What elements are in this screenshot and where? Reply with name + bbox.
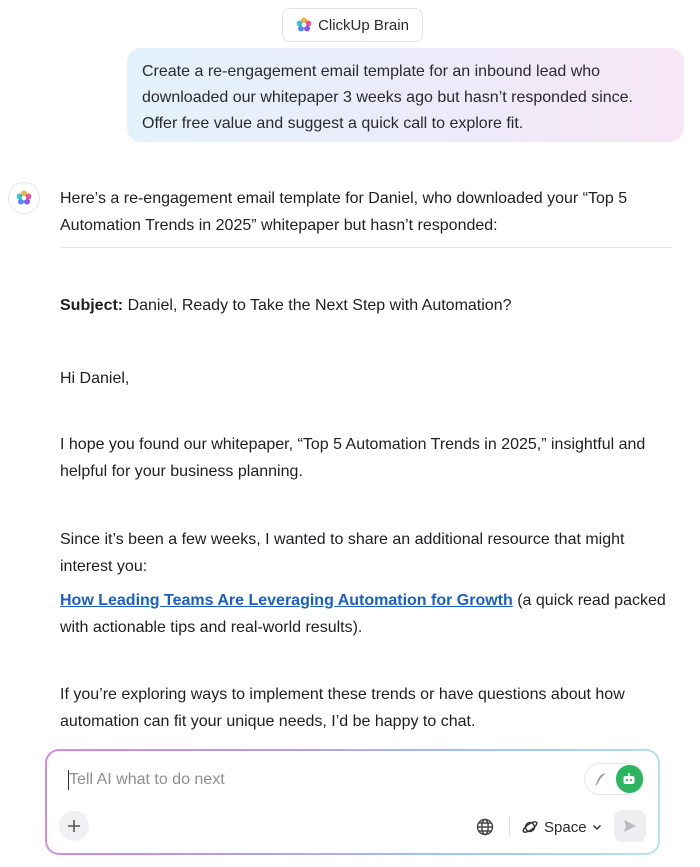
- response-intro: Here’s a re-engagement email template for Daniel, who downloaded your “Top 5 Automation Trends in 2025” whitepaper but hasn’t responded:: [60, 190, 628, 234]
- header-title: ClickUp Brain: [318, 16, 409, 34]
- user-message-text: Create a re-engagement email template for an inbound lead who downloaded our whitepaper 3 weeks ago but hasn’t responded since. Offer free value and suggest a quick call to explore fit.: [142, 63, 633, 132]
- subject-text: Daniel, Ready to Take the Next Step with Automation?: [123, 297, 512, 314]
- email-paragraph-3: If you’re exploring ways to implement these trends or have questions about how automation can fit your unique needs, I’d be happy to chat.: [60, 686, 625, 730]
- send-button[interactable]: [614, 810, 646, 842]
- clickup-brain-logo-icon: [16, 190, 32, 206]
- resource-link[interactable]: How Leading Teams Are Leveraging Automation for Growth: [60, 592, 513, 609]
- space-selector[interactable]: [521, 814, 602, 840]
- email-greeting: Hi Daniel,: [60, 370, 130, 387]
- quill-pen-icon[interactable]: [589, 767, 613, 791]
- composer: [45, 749, 660, 855]
- plus-icon[interactable]: [59, 811, 89, 841]
- chevron-down-icon: [592, 822, 602, 832]
- composer-tools: [584, 763, 644, 795]
- space-label: Space: [544, 818, 587, 836]
- response-divider: [60, 247, 672, 248]
- send-icon: [622, 818, 638, 834]
- prompt-input[interactable]: [69, 767, 549, 793]
- user-message-bubble: [127, 48, 684, 142]
- email-subject: [60, 292, 675, 319]
- ai-avatar: [8, 182, 40, 214]
- subject-label: Subject:: [60, 297, 124, 314]
- clickup-brain-logo-icon: [296, 17, 312, 33]
- globe-icon[interactable]: [475, 817, 497, 839]
- robot-agent-icon[interactable]: [616, 765, 643, 793]
- email-paragraph-2: Since it’s been a few weeks, I wanted to share an additional resource that might interest you:: [60, 531, 625, 575]
- composer-inner: [47, 751, 658, 853]
- resource-link-suffix: (a quick read packed with actionable tips and real-world results).: [60, 592, 666, 636]
- planet-icon: [521, 818, 539, 836]
- brain-header: [282, 8, 423, 42]
- toolbar-separator: [509, 817, 510, 837]
- email-resource-line: [60, 587, 675, 641]
- email-paragraph-1: I hope you found our whitepaper, “Top 5 Automation Trends in 2025,” insightful and helpful for your business planning.: [60, 436, 646, 480]
